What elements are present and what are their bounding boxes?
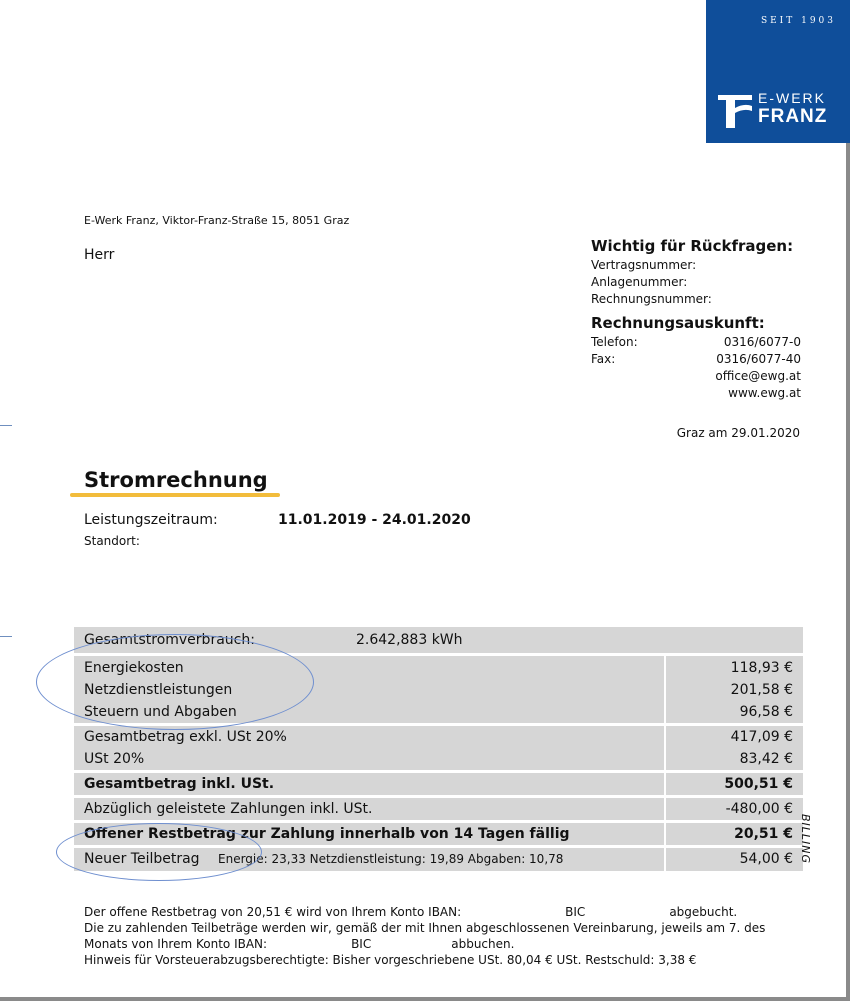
new-installment-label: Neuer Teilbetrag xyxy=(84,851,200,867)
net-vat-labels xyxy=(74,726,664,770)
footer-line1-end: abgebucht. xyxy=(669,905,738,919)
installation-number-label: Anlagenummer: xyxy=(591,275,688,289)
contract-number-label: Vertragsnummer: xyxy=(591,258,697,272)
gross-total-value: 500,51 € xyxy=(666,773,803,795)
recipient-salutation: Herr xyxy=(84,247,115,263)
fold-mark xyxy=(0,636,12,637)
invoice-info-heading: Rechnungsauskunft: xyxy=(591,314,765,332)
footer-line1-text: Der offene Restbetrag von 20,51 € wird von Ihrem Konto IBAN: xyxy=(84,905,462,919)
consumption-label: Gesamtstromverbrauch: xyxy=(84,632,255,648)
open-balance-value: 20,51 € xyxy=(666,823,803,845)
footer-line: Die zu zahlenden Teilbeträge werden wir, gemäß der mit Ihnen abgeschlossenen Vereinbarung, jeweils am 7. des xyxy=(84,921,766,935)
invoice-number-label: Rechnungsnummer: xyxy=(591,292,712,306)
phone-value: 0316/6077-0 xyxy=(723,335,801,349)
vat-value: 83,42 € xyxy=(739,751,793,767)
footer-line xyxy=(84,936,765,952)
fax-row xyxy=(591,351,801,368)
open-balance-label: Offener Restbetrag zur Zahlung innerhalb von 14 Tagen fällig xyxy=(74,823,664,845)
invoice-date: Graz am 29.01.2020 xyxy=(676,426,800,440)
fax-value: 0316/6077-40 xyxy=(716,352,801,366)
phone-label: Telefon: xyxy=(591,335,638,349)
logo-tagline: SEIT 1903 xyxy=(760,16,836,26)
contact-block xyxy=(591,237,801,308)
logo-line2: FRANZ xyxy=(758,106,828,127)
fax-label: Fax: xyxy=(591,352,616,366)
payments-made-label: Abzüglich geleistete Zahlungen inkl. USt. xyxy=(74,798,664,820)
net-total-value: 417,09 € xyxy=(730,729,793,745)
document-title: Stromrechnung xyxy=(84,468,268,492)
net-vat-values xyxy=(666,726,803,770)
sender-address: E-Werk Franz, Viktor-Franz-Straße 15, 8051 Graz xyxy=(84,214,350,227)
footer-line3-end: abbuchen. xyxy=(451,937,515,951)
vat-label: USt 20% xyxy=(84,751,145,767)
cost-value: 118,93 € xyxy=(730,660,793,676)
cost-breakdown-values xyxy=(666,656,803,723)
contact-heading: Wichtig für Rückfragen: xyxy=(591,237,794,255)
footer-bic-label: BIC xyxy=(565,905,586,919)
company-logo xyxy=(706,0,850,143)
footer-line xyxy=(84,904,765,920)
gross-total-label: Gesamtbetrag inkl. USt. xyxy=(74,773,664,795)
footer-bic-label: BIC xyxy=(351,937,372,951)
payment-notes xyxy=(84,904,765,968)
cost-value: 201,58 € xyxy=(730,682,793,698)
cost-label: Energiekosten xyxy=(84,660,184,676)
website-value: www.ewg.at xyxy=(728,386,801,400)
period-label: Leistungszeitraum: xyxy=(84,512,218,528)
consumption-value: 2.642,883 kWh xyxy=(356,632,463,648)
new-installment-value: 54,00 € xyxy=(666,848,803,871)
phone-row xyxy=(591,334,801,351)
cost-value: 96,58 € xyxy=(739,704,793,720)
footer-line: Hinweis für Vorsteuerabzugsberechtigte: Bisher vorgeschriebene USt. 80,04 € USt. Restschuld: 3,38 € xyxy=(84,953,697,967)
installment-breakdown: Energie: 23,33 Netzdienstleistung: 19,89 Abgaben: 10,78 xyxy=(218,852,564,866)
footer-line3-text: Monats von Ihrem Konto IBAN: xyxy=(84,937,268,951)
annotation-circle xyxy=(56,823,262,881)
title-highlight xyxy=(70,493,280,497)
logo-mark-icon xyxy=(718,90,752,128)
location-label: Standort: xyxy=(84,534,140,548)
annotation-circle xyxy=(36,634,314,730)
logo-line1: E-WERK xyxy=(758,90,826,106)
net-total-label: Gesamtbetrag exkl. USt 20% xyxy=(84,729,287,745)
fold-mark xyxy=(0,425,12,426)
period-value: 11.01.2019 - 24.01.2020 xyxy=(278,512,471,528)
billing-side-label: BILLING xyxy=(799,814,812,865)
payments-made-value: -480,00 € xyxy=(666,798,803,820)
invoice-info-block xyxy=(591,314,801,402)
email-value: office@ewg.at xyxy=(715,369,801,383)
cost-label: Netzdienstleistungen xyxy=(84,682,233,698)
cost-label: Steuern und Abgaben xyxy=(84,704,237,720)
